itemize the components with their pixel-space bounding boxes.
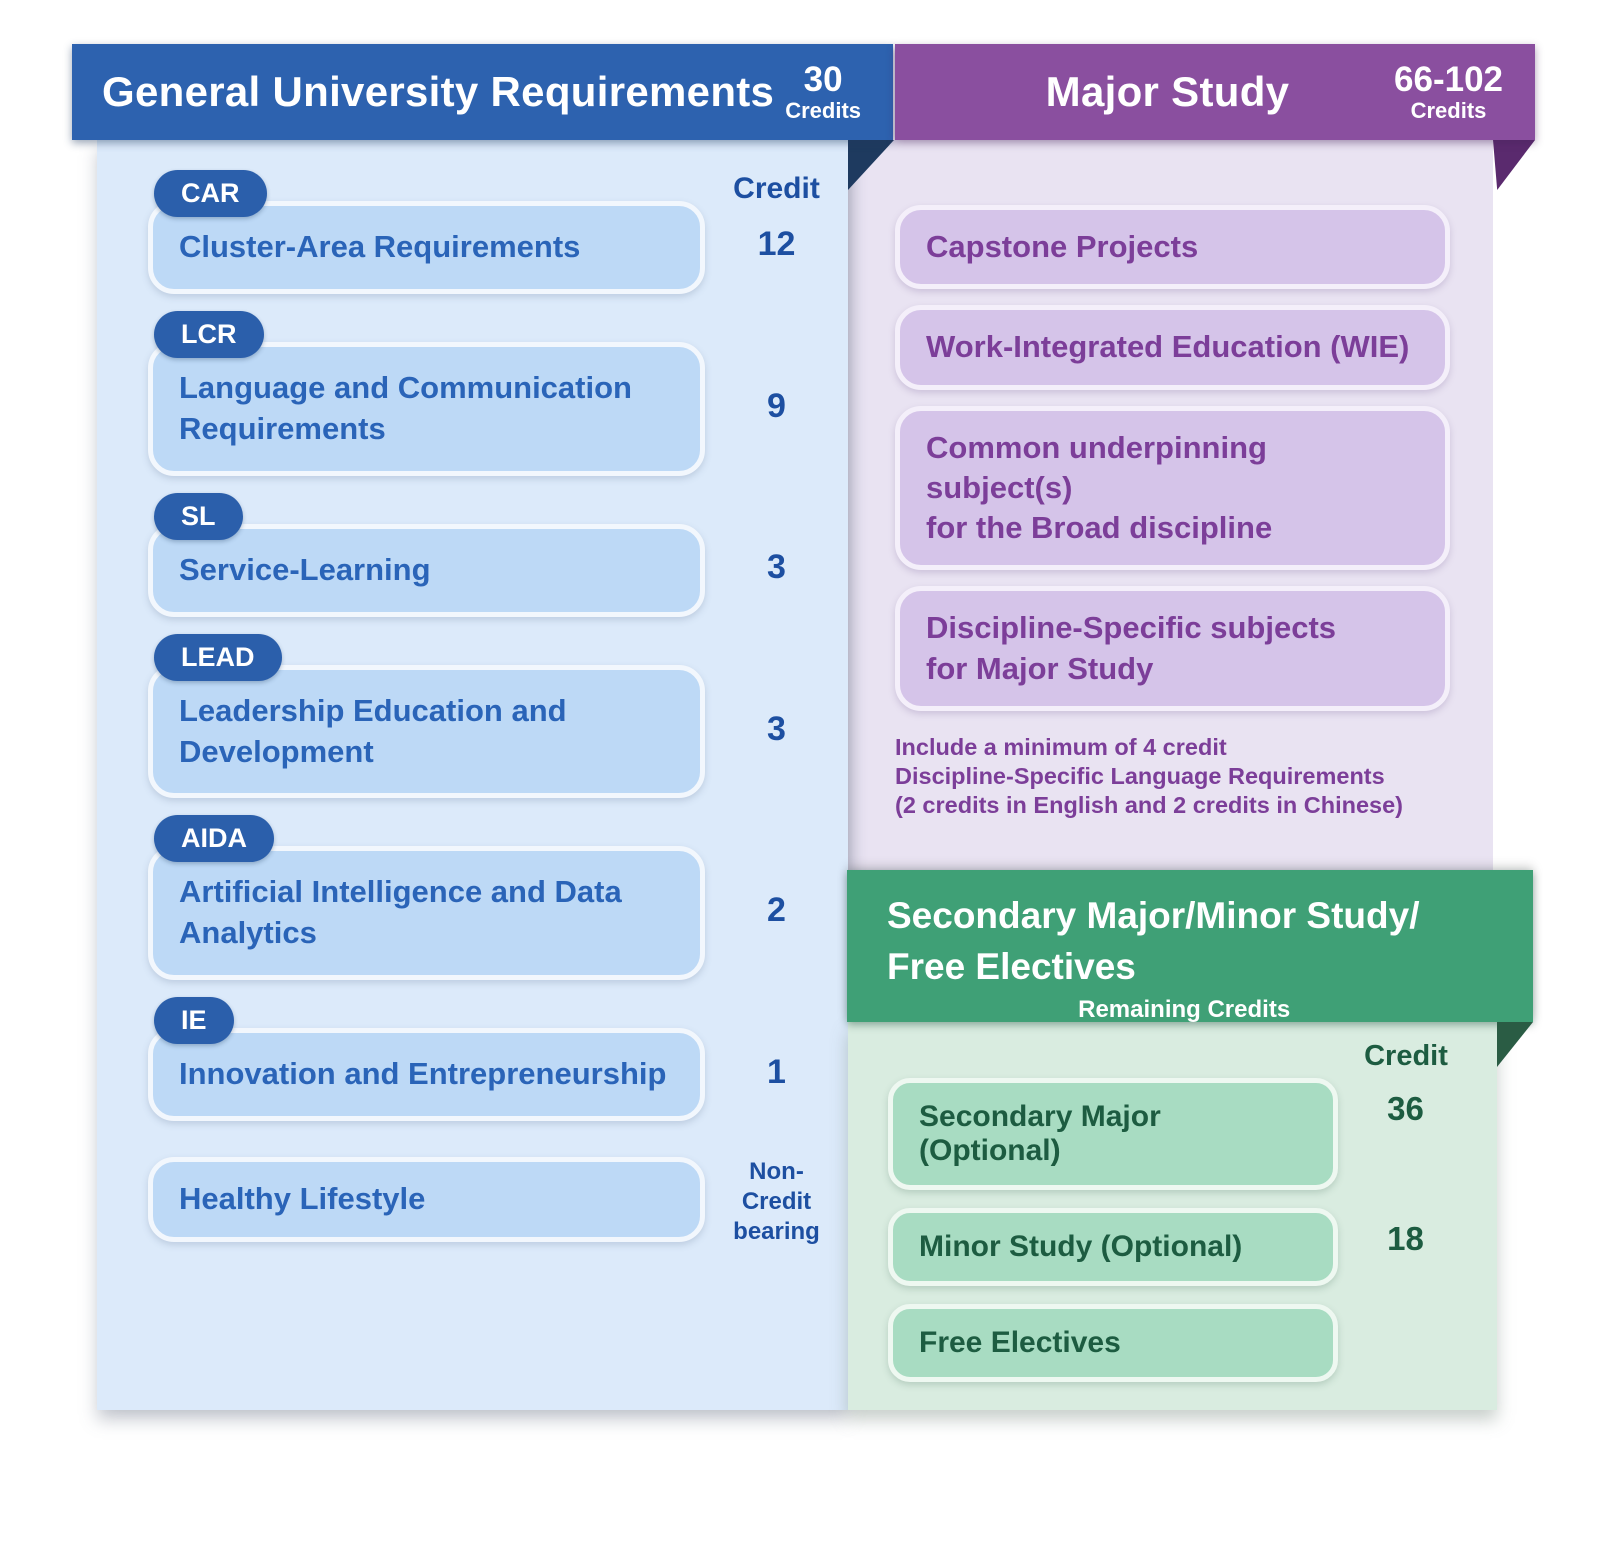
- major-item-line: Common underpinning subject(s): [926, 429, 1267, 505]
- gur-row-left: [148, 170, 705, 294]
- gur-item-line: Cluster-Area Requirements: [179, 229, 581, 264]
- gur-item-service-learning: [148, 524, 705, 617]
- gur-item-line: Requirements: [179, 410, 386, 446]
- secondary-credit-column-header: Credit: [1364, 1040, 1448, 1072]
- gur-credit-value: 9: [767, 386, 786, 425]
- gur-item-line: Language and Communication: [179, 369, 632, 405]
- gur-item-line: Development: [179, 733, 374, 769]
- major-credits-badge: [1394, 62, 1503, 122]
- gur-row-left: [148, 634, 705, 799]
- secondary-header: [847, 870, 1533, 1022]
- gur-credit-value: 2: [767, 891, 786, 930]
- lcr-badge: LCR: [154, 311, 264, 358]
- gur-credit-value: 3: [767, 548, 786, 587]
- major-item-wie: [895, 305, 1450, 389]
- major-note-line: Discipline-Specific Language Requirements: [895, 763, 1385, 790]
- car-badge: CAR: [154, 170, 267, 217]
- gur-row-aida: [148, 815, 848, 980]
- gur-item-language-communication: [148, 342, 705, 476]
- gur-row-left: [148, 997, 705, 1121]
- gur-row-left: [148, 1157, 705, 1247]
- gur-title: General University Requirements: [102, 68, 775, 115]
- secondary-credit-value: 18: [1387, 1220, 1424, 1257]
- major-item-capstone: [895, 205, 1450, 289]
- secondary-item-line: Minor Study (Optional): [919, 1230, 1243, 1263]
- gur-item-healthy-lifestyle: [148, 1157, 705, 1242]
- major-item-line: for Major Study: [926, 650, 1154, 686]
- major-credits-value: 66-102: [1394, 60, 1503, 99]
- gur-item-innovation-entrepreneurship: [148, 1028, 705, 1121]
- secondary-credit-value: 36: [1387, 1090, 1424, 1127]
- major-credits-label: Credits: [1410, 98, 1487, 123]
- secondary-panel: [848, 1022, 1497, 1410]
- major-header: [895, 44, 1535, 140]
- major-note-line: Include a minimum of 4 credit: [895, 734, 1227, 761]
- gur-credits-badge: [785, 62, 861, 122]
- lead-badge: LEAD: [154, 634, 282, 681]
- gur-row-lead: [148, 634, 848, 799]
- secondary-title-line1: Secondary Major/Minor Study/: [887, 895, 1420, 936]
- major-item-line: Capstone Projects: [926, 229, 1199, 264]
- gur-credit-value: Non-Credit bearing: [733, 1158, 820, 1246]
- secondary-row-free-electives: [888, 1304, 1497, 1382]
- major-item-common-underpinning: [895, 406, 1450, 571]
- major-language-note: [895, 733, 1475, 820]
- gur-item-line: Service-Learning: [179, 551, 431, 587]
- major-panel: [848, 140, 1493, 880]
- gur-row-healthy-lifestyle: [148, 1157, 848, 1247]
- secondary-item-secondary-major: [888, 1078, 1338, 1190]
- gur-item-leadership: [148, 665, 705, 799]
- green-ribbon-fold: [1497, 1022, 1533, 1067]
- gur-item-line: Leadership Education and: [179, 692, 567, 728]
- gur-row-left: [148, 311, 705, 476]
- gur-credit-value: 1: [767, 1052, 786, 1091]
- gur-row-left: [148, 493, 705, 617]
- gur-item-line: Healthy Lifestyle: [179, 1181, 426, 1217]
- secondary-item-line: Secondary Major (Optional): [919, 1100, 1161, 1167]
- aida-badge: AIDA: [154, 815, 274, 862]
- gur-row-lcr: [148, 311, 848, 476]
- gur-credits-value: 30: [803, 60, 843, 99]
- secondary-credit-value: [1338, 1304, 1473, 1382]
- secondary-row-minor: [888, 1208, 1497, 1286]
- gur-header: [72, 44, 893, 140]
- gur-credits-label: Credits: [785, 98, 861, 123]
- gur-panel: [97, 140, 848, 1410]
- secondary-title-line2: Free Electives: [887, 946, 1136, 988]
- secondary-item-minor-study: [888, 1208, 1338, 1286]
- gur-credit-value: 12: [757, 225, 796, 264]
- secondary-rows: [888, 1078, 1497, 1382]
- purple-ribbon-fold: [1493, 140, 1535, 190]
- secondary-item-line: Free Electives: [919, 1326, 1121, 1359]
- gur-item-ai-data-analytics: [148, 846, 705, 980]
- gur-row-car: [148, 170, 848, 294]
- gur-row-ie: [148, 997, 848, 1121]
- gur-credit-column-header: Credit: [733, 172, 820, 205]
- gur-credit-value: 3: [767, 709, 786, 748]
- secondary-item-free-electives: [888, 1304, 1338, 1382]
- sl-badge: SL: [154, 493, 243, 540]
- gur-item-line: Analytics: [179, 915, 317, 951]
- major-title: Major Study: [1045, 68, 1290, 115]
- major-item-discipline-specific: [895, 586, 1450, 711]
- major-item-line: Work-Integrated Education (WIE): [926, 329, 1410, 365]
- major-note-line: (2 credits in English and 2 credits in Chinese): [895, 792, 1403, 819]
- major-item-line: Discipline-Specific subjects: [926, 610, 1337, 646]
- gur-item-line: Innovation and Entrepreneurship: [179, 1056, 667, 1092]
- gur-item-line: Artificial Intelligence and Data: [179, 874, 622, 910]
- secondary-subtitle: Remaining Credits: [1078, 996, 1291, 1024]
- gur-row-left: [148, 815, 705, 980]
- ie-badge: IE: [154, 997, 234, 1044]
- gur-row-sl: [148, 493, 848, 617]
- secondary-row-major: [888, 1078, 1497, 1190]
- major-item-line: for the Broad discipline: [926, 510, 1273, 546]
